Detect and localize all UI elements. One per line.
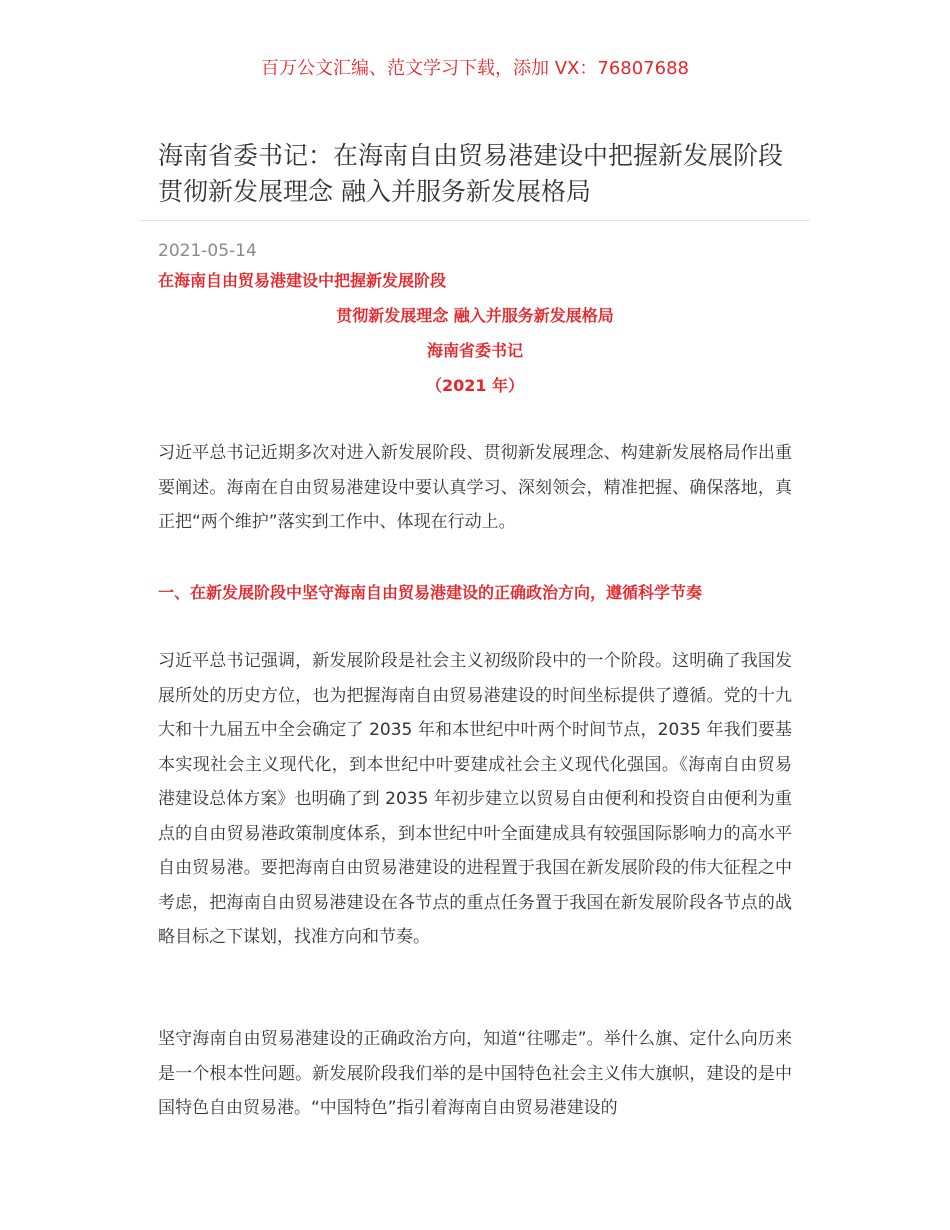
body-paragraph-1: 习近平总书记强调，新发展阶段是社会主义初级阶段中的一个阶段。这明确了我国发展所处的历史方位，也为把握海南自由贸易港建设的时间坐标提供了遵循。党的十九大和十九届五中全会确定了 2035 年和本世纪中叶两个时间节点，2035 年我们要基本实现社会主义现代化，到本世纪中叶要建成社会主义现代化强国。《海南自由贸易港建设总体方案》也明确了到 2035 年初步建立以贸易自由便利和投资自由便利为重点的自由贸易港政策制度体系，到本世纪中叶全面建成具有较强国际影响力的高水平自由贸易港。要把海南自由贸易港建设的进程置于我国在新发展阶段的伟大征程之中考虑，把海南自由贸易港建设在各节点的重点任务置于我国在新发展阶段各节点的战略目标之下谋划，找准方向和节奏。: [158, 651, 792, 947]
author-line: 海南省委书记: [426, 341, 523, 360]
subtitle-line-1: 在海南自由贸易港建设中把握新发展阶段: [158, 271, 447, 290]
intro-paragraph: 习近平总书记近期多次对进入新发展阶段、贯彻新发展理念、构建新发展格局作出重要阐述。海南在自由贸易港建设中要认真学习、深刻领会，精准把握、确保落地，真正把“两个维护”落实到工作中、体现在行动上。: [158, 443, 792, 532]
body-paragraph-2: 坚守海南自由贸易港建设的正确政治方向，知道“往哪走”。举什么旗、定什么向历来是一个根本性问题。新发展阶段我们举的是中国特色社会主义伟大旗帜，建设的是中国特色自由贸易港。“中国特色”指引着海南自由贸易港建设的: [158, 1029, 792, 1118]
title-divider: [140, 220, 810, 221]
section-heading-1: 一、在新发展阶段中坚守海南自由贸易港建设的正确政治方向，遵循科学节奏: [158, 583, 703, 602]
publish-date: 2021-05-14: [158, 241, 257, 261]
subtitle-line-2: 贯彻新发展理念 融入并服务新发展格局: [336, 306, 614, 325]
promo-banner: 百万公文汇编、范文学习下载，添加 VX：76807688: [261, 58, 689, 79]
article-title: 海南省委书记：在海南自由贸易港建设中把握新发展阶段贯彻新发展理念 融入并服务新发展格局: [158, 141, 784, 206]
year-line: （2021 年）: [425, 376, 525, 395]
